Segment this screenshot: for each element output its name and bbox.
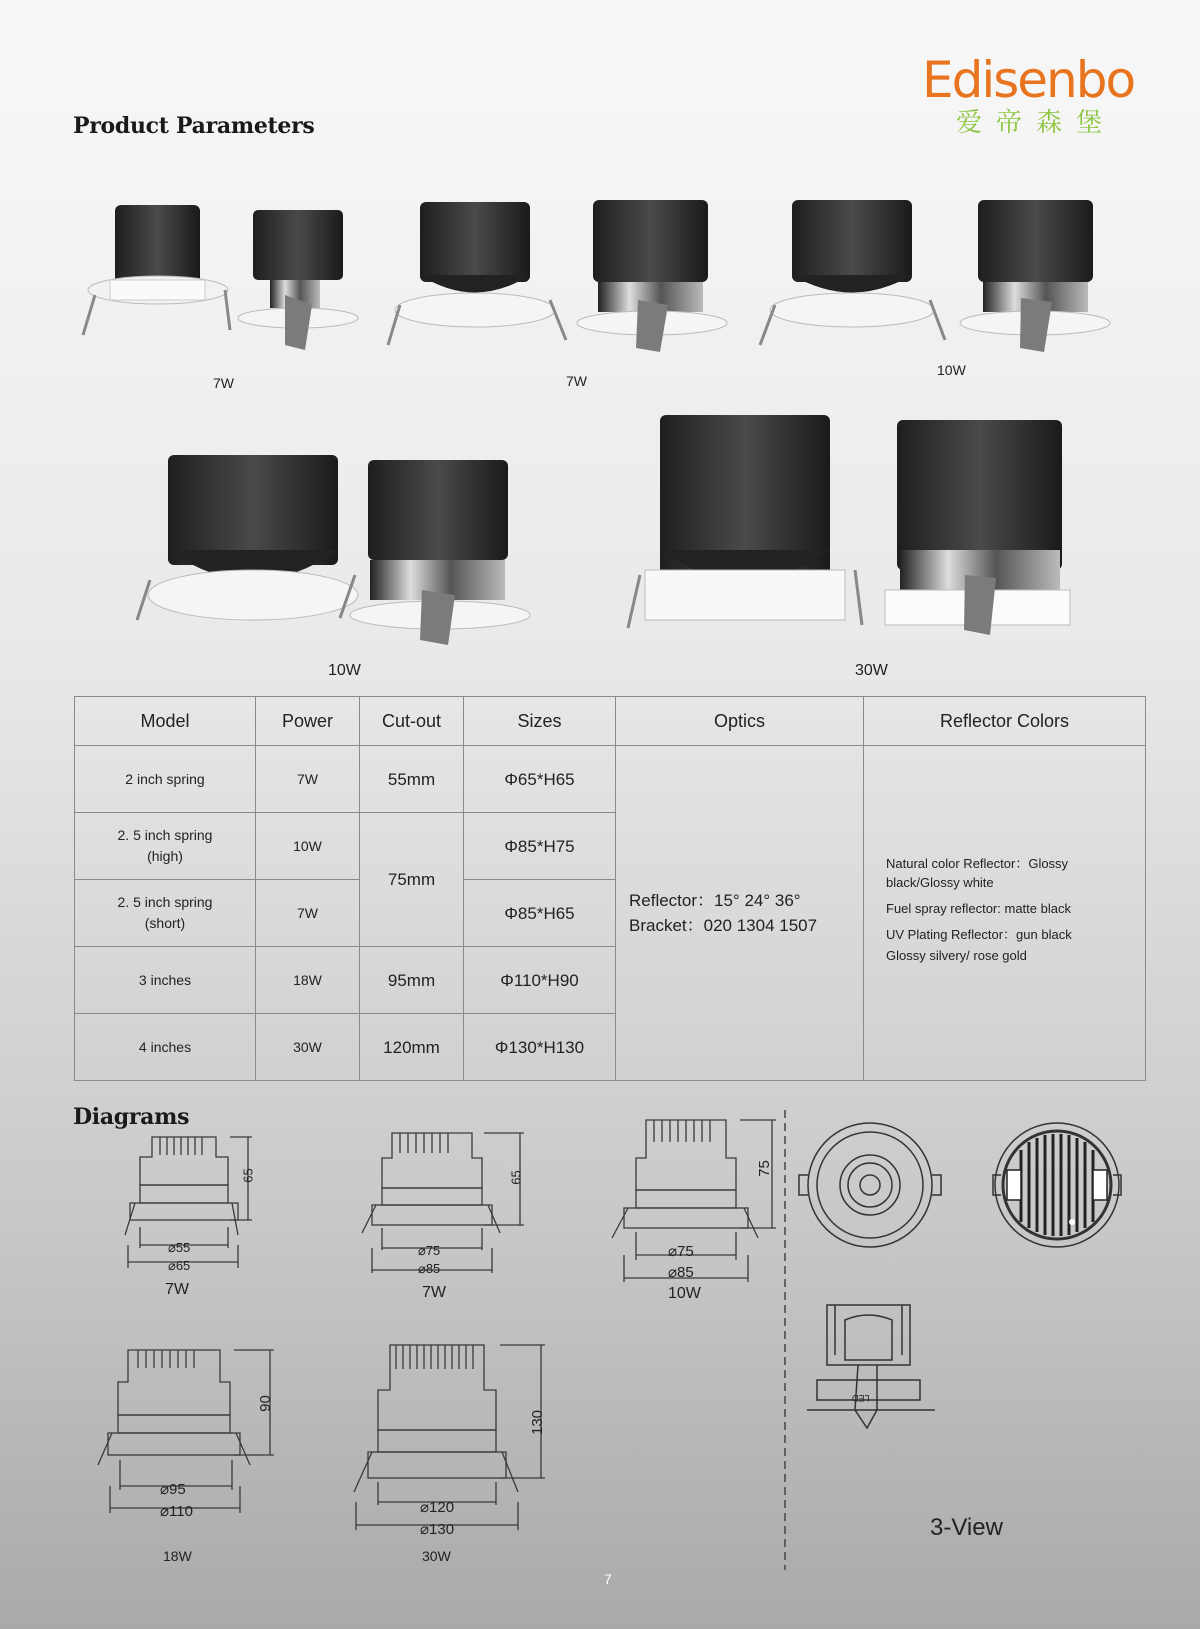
diagram-7w-25in (362, 1133, 524, 1273)
photo-10w-3in-front (137, 455, 358, 620)
diagram-10w-25in (612, 1120, 776, 1282)
reflector-color-line: Glossy silvery/ rose gold (886, 948, 1027, 963)
spec-table (74, 696, 1146, 1081)
dim-outer: ⌀85 (668, 1264, 694, 1281)
col-optics: Optics (616, 697, 864, 746)
col-power: Power (256, 697, 360, 746)
cell-model: 4 inches (75, 1014, 256, 1081)
cell-reflector-colors (864, 746, 1146, 1081)
diagrams-title: Diagrams (73, 1104, 190, 1130)
photo-7w-25in-front (388, 202, 566, 345)
table-row (75, 746, 1146, 813)
cell-power: 7W (256, 880, 360, 947)
three-view-label: 3-View (930, 1514, 1003, 1541)
photo-7w-2in-side (238, 210, 358, 350)
dimension-drawings (0, 1100, 790, 1570)
cell-size: Φ85*H65 (464, 880, 616, 947)
page-number: 7 (604, 1571, 612, 1587)
photo-10w-25in-front (760, 200, 945, 345)
dim-height: 90 (256, 1395, 274, 1412)
dim-height: 130 (529, 1409, 547, 1436)
diagram-caption: 18W (163, 1548, 192, 1564)
photo-7w-25in-side (577, 200, 727, 352)
cell-model: 2. 5 inch spring (short) (75, 880, 256, 947)
brand-logo: Edisenbo (922, 51, 1135, 109)
cell-power: 30W (256, 1014, 360, 1081)
diagram-caption: 7W (422, 1284, 446, 1301)
cell-model: 2 inch spring (75, 746, 256, 813)
reflector-color-line: UV Plating Reflector：gun black (886, 927, 1072, 942)
dim-inner: ⌀55 (168, 1240, 191, 1255)
photo-caption: 10W (328, 662, 361, 679)
photo-30w-4in-side (885, 420, 1070, 635)
three-view-drawing (795, 1110, 1165, 1440)
cell-power: 7W (256, 746, 360, 813)
dim-inner: ⌀75 (668, 1243, 694, 1260)
optics-bracket: Bracket：020 1304 1507 (629, 916, 818, 935)
photo-10w-25in-side (960, 200, 1110, 352)
dim-inner: ⌀95 (160, 1481, 186, 1498)
cell-cutout: 95mm (360, 947, 464, 1014)
photo-caption: 7W (213, 375, 234, 391)
dim-outer: ⌀130 (420, 1521, 455, 1538)
dim-height: 65 (240, 1168, 256, 1183)
diagram-caption: 30W (422, 1548, 451, 1564)
reflector-color-line: Fuel spray reflector: matte black (886, 901, 1071, 916)
led-mark: LED (852, 1393, 870, 1403)
cell-optics (616, 746, 864, 1081)
dim-inner: ⌀75 (418, 1243, 441, 1258)
diagram-caption: 7W (165, 1281, 189, 1298)
cell-model: 3 inches (75, 947, 256, 1014)
photo-caption: 7W (566, 373, 587, 389)
cell-size: Φ110*H90 (464, 947, 616, 1014)
page-title: Product Parameters (73, 113, 315, 139)
cell-cutout: 120mm (360, 1014, 464, 1081)
product-photos (0, 180, 1200, 670)
diagram-caption: 10W (668, 1285, 701, 1302)
cell-size: Φ85*H75 (464, 813, 616, 880)
photo-7w-2in-front (83, 205, 230, 335)
cell-size: Φ130*H130 (464, 1014, 616, 1081)
cell-cutout: 55mm (360, 746, 464, 813)
cell-power: 18W (256, 947, 360, 1014)
cell-power: 10W (256, 813, 360, 880)
dim-outer: ⌀110 (160, 1503, 193, 1520)
photo-30w-4in-front (628, 415, 862, 628)
optics-reflector: Reflector：15° 24° 36° (629, 891, 801, 910)
dim-inner: ⌀120 (420, 1499, 455, 1516)
photo-caption: 30W (855, 662, 888, 679)
photo-caption: 10W (937, 362, 966, 378)
col-reflector-colors: Reflector Colors (864, 697, 1146, 746)
photo-10w-3in-side (350, 460, 530, 645)
table-header-row (75, 697, 1146, 746)
reflector-color-line: Natural color Reflector：Glossy black/Glossy white (886, 856, 1069, 890)
cell-model: 2. 5 inch spring (high) (75, 813, 256, 880)
col-cutout: Cut-out (360, 697, 464, 746)
diagram-18w-3in (98, 1350, 274, 1513)
dim-height: 75 (755, 1160, 773, 1177)
cell-size: Φ65*H65 (464, 746, 616, 813)
dim-height: 65 (508, 1170, 524, 1185)
col-sizes: Sizes (464, 697, 616, 746)
dim-outer: ⌀85 (418, 1261, 441, 1276)
brand-logo-cn: 爱帝森堡 (956, 108, 1117, 138)
col-model: Model (75, 697, 256, 746)
cell-cutout: 75mm (360, 813, 464, 947)
dim-outer: ⌀65 (168, 1258, 191, 1273)
